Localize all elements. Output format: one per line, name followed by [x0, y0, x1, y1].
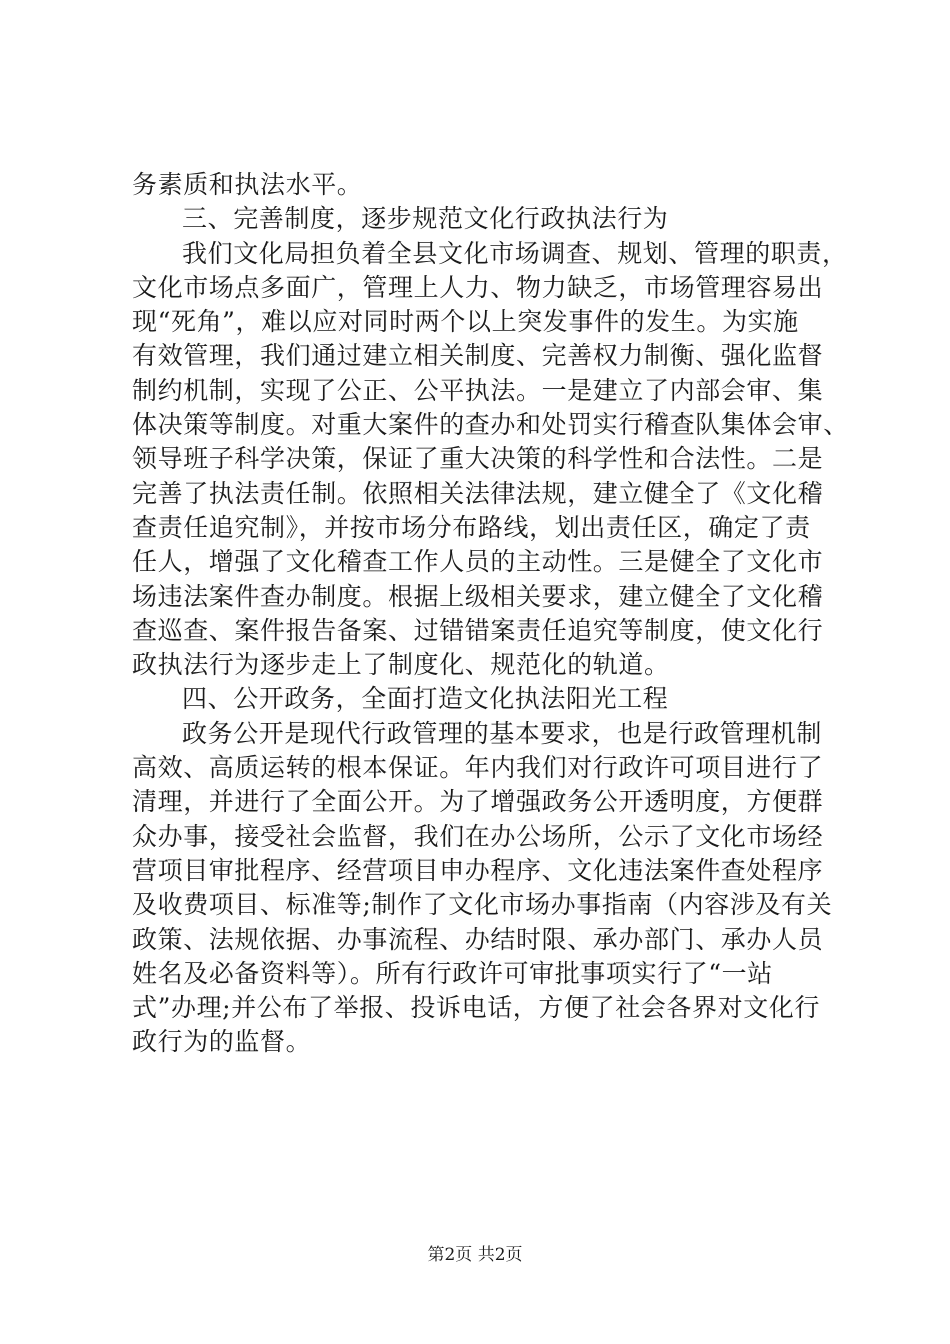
text-line: 有效管理，我们通过建立相关制度、完善权力制衡、强化监督 — [132, 341, 824, 371]
text-line: 文化市场点多面广，管理上人力、物力缺乏，市场管理容易出 — [132, 272, 824, 302]
text-line: 制约机制，实现了公正、公平执法。一是建立了内部会审、集 — [132, 375, 824, 405]
text-line: 政务公开是现代行政管理的基本要求，也是行政管理机制 — [182, 718, 823, 748]
text-line: 政执法行为逐步走上了制度化、规范化的轨道。 — [132, 650, 670, 680]
text-line: 任人，增强了文化稽查工作人员的主动性。三是健全了文化市 — [132, 547, 824, 577]
text-line: 现“死角”，难以应对同时两个以上突发事件的发生。为实施 — [132, 307, 799, 337]
text-line: 我们文化局担负着全县文化市场调查、规划、管理的职责， — [182, 238, 848, 268]
text-line: 完善了执法责任制。依照相关法律法规，建立健全了《文化稽 — [132, 478, 824, 508]
text-line: 场违法案件查办制度。根据上级相关要求，建立健全了文化稽 — [132, 581, 824, 611]
text-line: 查责任追究制》，并按市场分布路线，划出责任区，确定了责 — [132, 512, 811, 542]
text-line: 四、公开政务，全面打造文化执法阳光工程 — [182, 684, 669, 714]
text-line: 众办事，接受社会监督，我们在办公场所，公示了文化市场经 — [132, 821, 824, 851]
text-line: 营项目审批程序、经营项目申办程序、文化违法案件查处程序 — [132, 855, 824, 885]
text-line: 政行为的监督。 — [132, 1027, 312, 1057]
text-line: 清理，并进行了全面公开。为了增强政务公开透明度，方便群 — [132, 787, 824, 817]
text-line: 姓名及必备资料等）。所有行政许可审批事项实行了“一站 — [132, 958, 773, 988]
text-line: 政策、法规依据、办事流程、办结时限、承办部门、承办人员 — [132, 924, 824, 954]
text-line: 式”办理;并公布了举报、投诉电话，方便了社会各界对文化行 — [132, 993, 821, 1023]
text-line: 领导班子科学决策，保证了重大决策的科学性和合法性。二是 — [132, 444, 824, 474]
text-line: 及收费项目、标准等;制作了文化市场办事指南（内容涉及有关 — [132, 890, 833, 920]
document-body — [132, 168, 849, 1060]
text-line: 查巡查、案件报告备案、过错错案责任追究等制度，使文化行 — [132, 615, 824, 645]
text-line: 务素质和执法水平。 — [132, 170, 363, 199]
text-line: 高效、高质运转的根本保证。年内我们对行政许可项目进行了 — [132, 753, 824, 783]
page-footer: 第2页 共2页 — [427, 1245, 523, 1265]
text-line: 体决策等制度。对重大案件的查办和处罚实行稽查队集体会审、 — [132, 410, 849, 440]
text-line: 三、完善制度，逐步规范文化行政执法行为 — [182, 204, 669, 234]
